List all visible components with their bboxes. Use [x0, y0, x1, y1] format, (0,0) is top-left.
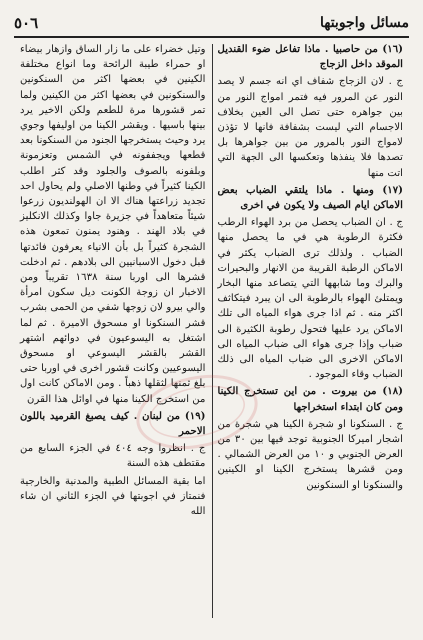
question-paragraph: (١٩) من لبنان . كيف يصبغ القرميد باللون الاحمر — [20, 409, 206, 438]
question-paragraph: (١٨) من بيروت . من اين تستخرج الكينا ومن كان ابتداء استخراجها — [217, 385, 403, 413]
two-column-body — [14, 42, 409, 624]
answer-paragraph: ج . لان الزجاج شفاف اي انه جسم لا يصد النور عن المرور فيه فتمر امواج النور من بين جواهره حتى تصل الى العين بخلاف الاجسام التي ليست بشفافة فانها لا تؤذن لامواج النور بالمرور من بين جواهرها بل تصدها فلا ينفذها وتعكسها الى الجهة التي اتت منها — [217, 76, 403, 179]
left-column — [14, 42, 212, 624]
running-title: مسائل واجوبتها — [319, 15, 409, 31]
question-paragraph: (١٦) من حاصبيا . ماذا تفاعل ضوء القنديل الموقد داخل الزجاج — [217, 43, 403, 71]
column-divider — [212, 44, 213, 618]
text-paragraph: وتيل خضراء على ما زار الساق وازهار بيضاء او حمراء طيبة الرائحة وما انواع مختلفة الكينين في بعضها اكثر من السنكونين والسنكونين في بعضها اكثر من الكينين ولما تمر قشورها مرة للطعم ولكن الاخير يرد بينها باسيها . ويقشر الكينا من اوليفها وجوي يرد وحيث يستخرجها الجنود من السنكونا بعد قطعها ويجففونه في الشمس وتعزمونة وبلفونه بالصوف والجلود وقد كثر اطلب الكينا كثيراً في وطنها الاصلي ولم يحاول احد تجديد زراعتها هناك الا ان الهولنديون زرعوا شيئاً متعاهداً في جزيرة جاوا وكذلك الانكليز في بلاد الهند . وهنود يمنون تمعون هذه الشجرة كثيراً بل بأن الانياء يعرفون فائدتها قبل دخول الاسبانيين الى بلادهم . ثم ادخلت قشرها الى اوربا سنة ١٦٣٨ تقريباً ومن الاخبار ان زوجة الكونت ديل سكون امرأة والي بيرو لان زوجها شفي من الحمى بشرب قشر السنكونا او مسحوق الاميرة . ثم لما اشتغل به اليسوعيون في دوائهم اشتهر القشر بالقشر اليسوعي او مسحوق اليسوعيين وكانت قشور اخرى في اوربا حتى بلغ ثمنها لثقلها ذهباً . ومن الاماكن كانت اول من استخرج الكينا منها في اوائل هذا القرن — [20, 44, 206, 405]
answer-paragraph: ج . ان الضباب يحصل من برد الهواء الرطب فكثرة الرطوبة هي في ما يحصل منها الضباب . ولذلك ترى الضباب يكثر في الاماكن الرطبة القريبة من الانهار والبحيرات والبرك وما شابهها التي يتصاعد منها البخار ويمتلئ الهواء بالرطوبة الى ان يبرد فيتكاثف اكثر منه . ثم اذا جرى هواء المياه الى تلك الاماكن يرد عليها فتحول رطوبة الكثيرة الى ضباب وإذا جرى هواء الى ضباب المياه الى الاماكن الاخرى الى ضباب المياه الى ذلك الضباب وقاء الموجود . — [217, 217, 403, 381]
right-column — [212, 42, 410, 624]
question-paragraph: (١٧) ومنها . ماذا يلتقي الضباب بعض الاماكن ايام الصيف ولا يكون في اخرى — [217, 183, 403, 212]
page-header — [14, 10, 409, 38]
answer-paragraph: ج . السنكونا او شجرة الكينا هي شجرة من اشجار اميركا الجنوبية توجد فيها بين ٣٠ من العرض الجنوبي و ١٠ من العرض الشمالي . ومن قشرها يستخرج الكينا او الكينين والسنكونا او السنكونين — [217, 418, 403, 491]
page-number: ٥٠٦ — [14, 14, 39, 32]
answer-paragraph: ج . انظروا وجه ٤٠٤ في الجزء السابع من مقتطف هذه السنة — [20, 443, 206, 470]
text-paragraph: اما بقية المسائل الطبية والمدنية والخارجية فنمتاز في اجوبتها في الجزء الثاني ان شاء الله — [20, 475, 206, 518]
